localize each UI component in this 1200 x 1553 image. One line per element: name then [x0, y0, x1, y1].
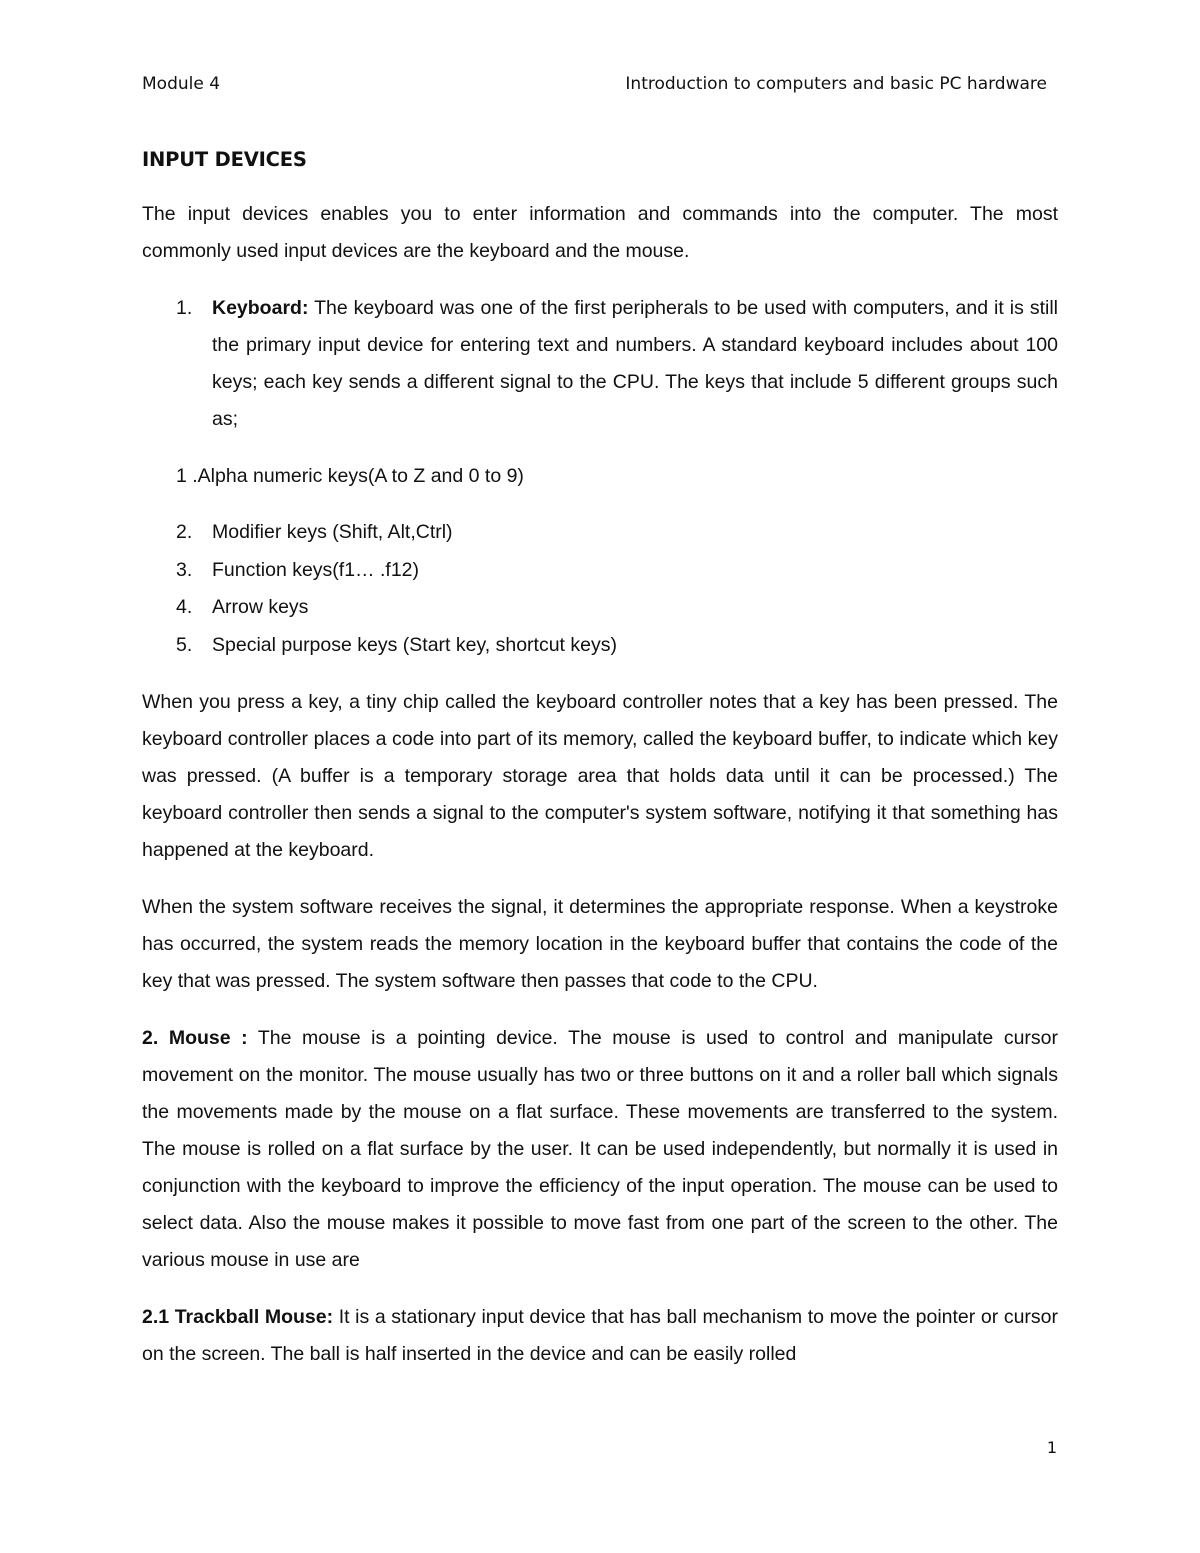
key-group-list — [142, 514, 1058, 664]
document-body — [142, 146, 1058, 1393]
list-number: 3. — [176, 558, 193, 581]
mouse-text: The mouse is a pointing device. The mouse is used to control and manipulate cursor movement on the monitor. The mouse usually has two or three buttons on it and a roller ball which signals the movements made by the mouse on a flat surface. These movements are transferred to the system. The mouse is rolled on a flat surface by the user. It can be used independently, but normally it is used in conjunction with the keyboard to improve the efficiency of the input operation. The mouse can be used to select data. Also the mouse makes it possible to move fast from one part of the screen to the other. The various mouse in use are — [142, 1027, 1058, 1271]
list-item-text: Special purpose keys (Start key, shortcut keys) — [212, 633, 617, 656]
list-number: 1. — [176, 297, 193, 319]
list-item — [142, 552, 1058, 590]
list-item-text: Modifier keys (Shift, Alt,Ctrl) — [212, 521, 453, 543]
header-course-title: Introduction to computers and basic PC hardware — [625, 74, 1047, 94]
page-number: 1 — [1046, 1438, 1057, 1457]
list-number: 4. — [176, 596, 193, 618]
list-item — [142, 589, 1058, 627]
keypress-paragraph: When you press a key, a tiny chip called the keyboard controller notes that a key has been pressed. The keyboard controller places a code into part of its memory, called the keyboard buffer, to indicate which key was pressed. (A buffer is a temporary storage area that holds data until it can be processed.) The keyboard controller then sends a signal to the computer's system software, notifying it that something has happened at the keyboard. — [142, 691, 1058, 861]
intro-paragraph: The input devices enables you to enter information and commands into the computer. The most commonly used input devices are the keyboard and the mouse. — [142, 203, 1058, 262]
list-item — [142, 627, 1058, 665]
list-item — [142, 514, 1058, 552]
list-item-text: Function keys(f1… .f12) — [212, 558, 419, 581]
section-title: INPUT DEVICES — [142, 148, 307, 171]
trackball-label: 2.1 Trackball Mouse: — [142, 1306, 334, 1328]
system-software-paragraph: When the system software receives the signal, it determines the appropriate response. When a keystroke has occurred, the system reads the memory location in the keyboard buffer that contains the code of the key that was pressed. The system software then passes that code to the CPU. — [142, 896, 1058, 992]
key-group-first: 1 .Alpha numeric keys(A to Z and 0 to 9) — [176, 465, 524, 487]
header-module: Module 4 — [142, 74, 221, 94]
keyboard-label: Keyboard: — [212, 297, 309, 319]
trackball-paragraph — [142, 1299, 1058, 1373]
mouse-paragraph — [142, 1020, 1058, 1279]
list-item-text: Arrow keys — [212, 596, 309, 618]
list-number: 2. — [176, 521, 193, 543]
trackball-text: It is a stationary input device that has ball mechanism to move the pointer or cursor on the screen. The ball is half inserted in the device and can be easily rolled — [142, 1306, 1058, 1365]
list-number: 5. — [176, 633, 193, 656]
keyboard-text: The keyboard was one of the first peripherals to be used with computers, and it is still the primary input device for entering text and numbers. A standard keyboard includes about 100 keys; each key sends a different signal to the CPU. The keys that include 5 different groups such as; — [212, 297, 1058, 430]
keyboard-list-item — [142, 290, 1058, 438]
mouse-label: 2. Mouse : — [142, 1027, 248, 1049]
